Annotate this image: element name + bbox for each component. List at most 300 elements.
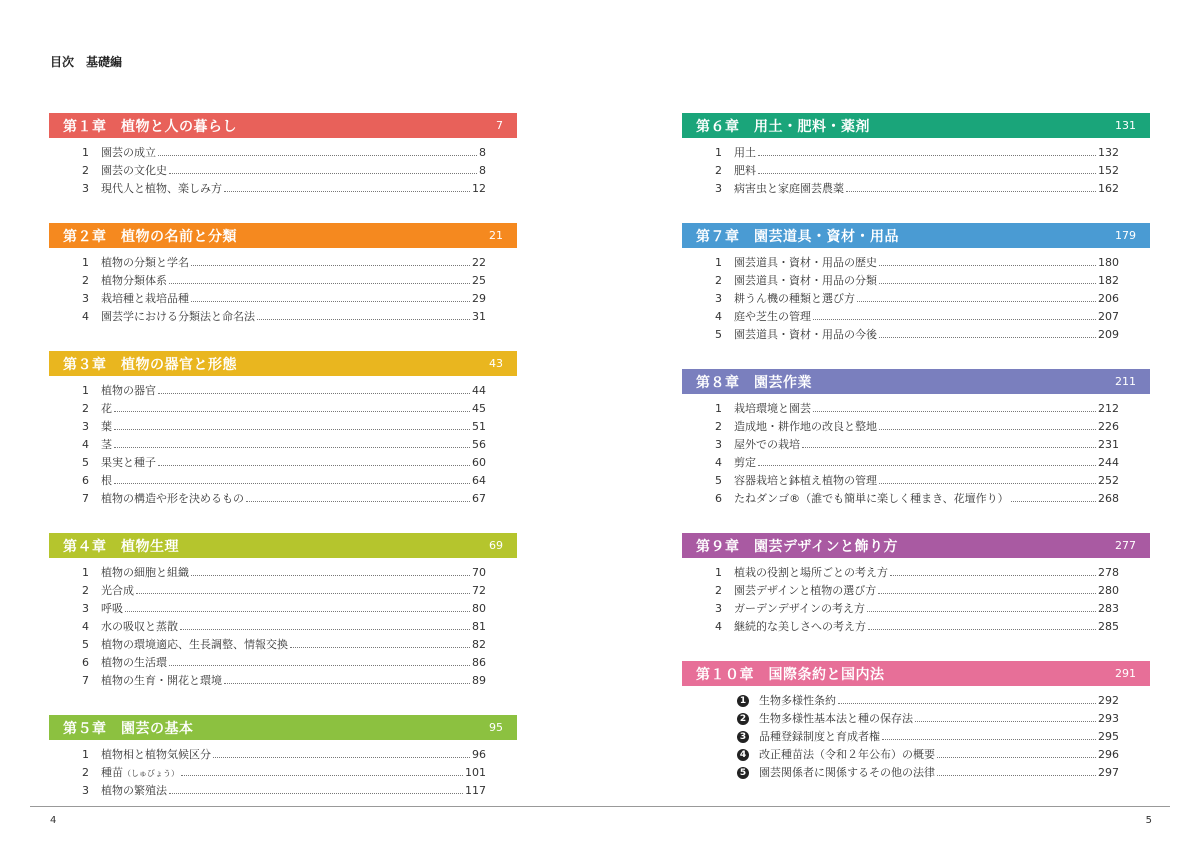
entry-number: 1 [82, 145, 89, 159]
dot-leader [136, 593, 470, 594]
chapter-title: 第１０章 国際条約と国内法 [696, 666, 885, 683]
entry-title [101, 272, 167, 288]
entry-title-text: 継続的な美しさへの考え方 [734, 620, 866, 633]
entry-number: 3 [715, 601, 722, 615]
entry-title [101, 472, 112, 488]
entry-page-number: 64 [472, 473, 486, 487]
toc-entry[interactable] [49, 289, 517, 307]
entry-page-number: 296 [1098, 747, 1119, 761]
entry-number [737, 711, 759, 725]
entry-title-text: 栽培種と栽培品種 [101, 292, 189, 305]
toc-entry[interactable] [682, 399, 1150, 417]
entry-page-number: 285 [1098, 619, 1119, 633]
toc-entry[interactable] [49, 179, 517, 197]
chapter-entries [49, 248, 517, 325]
chapter-section [49, 533, 517, 689]
dot-leader [114, 483, 470, 484]
entry-title-text: 園芸道具・資材・用品の今後 [734, 328, 877, 341]
entry-title-text: 園芸デザインと植物の選び方 [734, 584, 877, 597]
toc-entry[interactable] [682, 179, 1150, 197]
entry-title [734, 490, 1009, 506]
chapter-heading[interactable] [682, 533, 1150, 558]
entry-title [101, 144, 156, 160]
toc-entry[interactable] [682, 143, 1150, 161]
chapter-page-number: 211 [1115, 375, 1136, 388]
chapter-title: 第３章 植物の器官と形態 [63, 356, 237, 373]
circled-number-icon: 4 [737, 749, 749, 761]
entry-page-number: 60 [472, 455, 486, 469]
entry-title [101, 672, 222, 688]
entry-page-number: 280 [1098, 583, 1119, 597]
entry-title [101, 636, 288, 652]
entry-title-text: 葉 [101, 420, 112, 433]
chapter-heading[interactable] [682, 369, 1150, 394]
entry-title-text: 品種登録制度と育成者権 [759, 730, 880, 743]
entry-title-text: 植物の繁殖法 [101, 784, 167, 797]
chapter-heading[interactable] [49, 533, 517, 558]
entry-number: 6 [82, 473, 89, 487]
toc-entry[interactable] [49, 307, 517, 325]
entry-title [101, 290, 189, 306]
entry-title-text: 庭や芝生の管理 [734, 310, 811, 323]
entry-number [737, 729, 759, 743]
entry-title-text: 植物の分類と学名 [101, 256, 189, 269]
entry-title-text: 生物多様性条約 [759, 694, 836, 707]
toc-entry[interactable] [49, 617, 517, 635]
entry-title-text: 病害虫と家庭園芸農薬 [734, 182, 844, 195]
entry-title [759, 764, 935, 780]
toc-entry[interactable] [49, 271, 517, 289]
entry-title [759, 746, 935, 762]
entry-title-text: 生物多様性基本法と種の保存法 [759, 712, 913, 725]
entry-number: 3 [715, 437, 722, 451]
entry-page-number: 182 [1098, 273, 1119, 287]
dot-leader [1011, 501, 1096, 502]
entry-number: 6 [715, 491, 722, 505]
toc-entry[interactable] [49, 399, 517, 417]
chapter-entries [682, 686, 1150, 781]
entry-title [101, 162, 167, 178]
entry-number: 1 [82, 747, 89, 761]
entry-title-text: 水の吸収と蒸散 [101, 620, 178, 633]
toc-entry[interactable] [682, 471, 1150, 489]
footer-divider [30, 806, 1170, 807]
entry-title [734, 454, 756, 470]
entry-page-number: 292 [1098, 693, 1119, 707]
entry-number: 2 [715, 419, 722, 433]
dot-leader [846, 191, 1096, 192]
entry-number: 2 [715, 583, 722, 597]
dot-leader [802, 447, 1096, 448]
entry-page-number: 44 [472, 383, 486, 397]
entry-page-number: 56 [472, 437, 486, 451]
toc-entry[interactable] [682, 727, 1150, 745]
toc-entry[interactable] [682, 161, 1150, 179]
entry-title-text: 呼吸 [101, 602, 123, 615]
toc-entry[interactable] [49, 453, 517, 471]
entry-title-text: 植物の構造や形を決めるもの [101, 492, 244, 505]
entry-number: 7 [82, 673, 89, 687]
chapter-section [682, 223, 1150, 343]
chapter-entries [682, 138, 1150, 197]
chapter-heading[interactable] [682, 661, 1150, 686]
chapter-entries [682, 248, 1150, 343]
entry-number: 3 [82, 291, 89, 305]
entry-title-text: 改正種苗法（令和２年公布）の概要 [759, 748, 935, 761]
dot-leader [879, 283, 1096, 284]
entry-number: 3 [82, 419, 89, 433]
chapter-heading[interactable] [682, 223, 1150, 248]
toc-entry[interactable] [682, 763, 1150, 781]
right-page-number: 5 [1145, 815, 1152, 826]
dot-leader [838, 703, 1096, 704]
circled-number-icon: 5 [737, 767, 749, 779]
dot-leader [169, 283, 470, 284]
entry-title-text: 植栽の役割と場所ごとの考え方 [734, 566, 888, 579]
entry-title [101, 654, 167, 670]
toc-entry[interactable] [682, 599, 1150, 617]
entry-page-number: 244 [1098, 455, 1119, 469]
chapter-title: 第８章 園芸作業 [696, 374, 812, 391]
chapter-entries [49, 558, 517, 689]
entry-number: 6 [82, 655, 89, 669]
chapter-entries [49, 376, 517, 507]
toc-right-column [682, 113, 1150, 781]
entry-page-number: 82 [472, 637, 486, 651]
entry-title [734, 144, 756, 160]
entry-page-number: 12 [472, 181, 486, 195]
dot-leader [191, 301, 470, 302]
dot-leader [882, 739, 1096, 740]
dot-leader [158, 393, 470, 394]
chapter-section [682, 533, 1150, 635]
dot-leader [224, 683, 470, 684]
chapter-title: 第７章 園芸道具・資材・用品 [696, 228, 899, 245]
entry-page-number: 8 [479, 163, 486, 177]
chapter-entries [682, 394, 1150, 507]
toc-entry[interactable] [49, 745, 517, 763]
entry-number [737, 765, 759, 779]
toc-entry[interactable] [49, 253, 517, 271]
toc-entry[interactable] [682, 709, 1150, 727]
dot-leader [114, 411, 470, 412]
toc-entry[interactable] [682, 325, 1150, 343]
entry-title [734, 400, 811, 416]
entry-title [759, 692, 836, 708]
dot-leader [125, 611, 470, 612]
toc-entry[interactable] [49, 161, 517, 179]
toc-entry[interactable] [682, 417, 1150, 435]
dot-leader [915, 721, 1096, 722]
chapter-heading[interactable] [49, 351, 517, 376]
dot-leader [257, 319, 470, 320]
entry-title [101, 782, 167, 798]
entry-title [734, 564, 888, 580]
entry-page-number: 81 [472, 619, 486, 633]
dot-leader [169, 665, 470, 666]
toc-entry[interactable] [49, 417, 517, 435]
entry-page-number: 278 [1098, 565, 1119, 579]
entry-number: 3 [82, 783, 89, 797]
entry-title [101, 490, 244, 506]
toc-entry[interactable] [682, 307, 1150, 325]
entry-title-text: 園芸の文化史 [101, 164, 167, 177]
toc-entry[interactable] [682, 563, 1150, 581]
chapter-section [682, 113, 1150, 197]
entry-page-number: 117 [465, 783, 486, 797]
dot-leader [158, 155, 477, 156]
chapter-page-number: 291 [1115, 667, 1136, 680]
entry-title-text: たねダンゴ®（誰でも簡単に楽しく種まき、花壇作り） [734, 492, 1009, 505]
dot-leader [758, 155, 1096, 156]
dot-leader [114, 447, 470, 448]
entry-number [737, 693, 759, 707]
entry-page-number: 70 [472, 565, 486, 579]
left-page-number: 4 [50, 815, 57, 826]
entry-title-text: 耕うん機の種類と選び方 [734, 292, 855, 305]
dot-leader [191, 265, 470, 266]
chapter-heading[interactable] [682, 113, 1150, 138]
entry-title [101, 618, 178, 634]
toc-entry[interactable] [682, 435, 1150, 453]
toc-entry[interactable] [49, 471, 517, 489]
entry-title-text: 植物の生育・開花と環境 [101, 674, 222, 687]
entry-page-number: 29 [472, 291, 486, 305]
entry-page-number: 45 [472, 401, 486, 415]
dot-leader [937, 775, 1096, 776]
entry-title-text: 園芸道具・資材・用品の歴史 [734, 256, 877, 269]
circled-number-icon: 2 [737, 713, 749, 725]
dot-leader [213, 757, 470, 758]
entry-number: 2 [82, 583, 89, 597]
entry-page-number: 295 [1098, 729, 1119, 743]
chapter-heading[interactable] [49, 223, 517, 248]
entry-number: 4 [82, 619, 89, 633]
chapter-entries [49, 138, 517, 197]
toc-entry[interactable] [682, 581, 1150, 599]
entry-title [101, 746, 211, 762]
entry-number: 1 [715, 401, 722, 415]
dot-leader [290, 647, 470, 648]
toc-entry[interactable] [49, 763, 517, 781]
page-title: 目次 基礎編 [50, 55, 123, 69]
entry-title-text: 茎 [101, 438, 112, 451]
entry-title [734, 308, 811, 324]
entry-page-number: 72 [472, 583, 486, 597]
dot-leader [169, 173, 477, 174]
entry-title-text: 屋外での栽培 [734, 438, 800, 451]
chapter-page-number: 69 [489, 539, 503, 552]
entry-title-text: 栽培環境と園芸 [734, 402, 811, 415]
toc-entry[interactable] [49, 635, 517, 653]
entry-title [101, 564, 189, 580]
entry-number: 2 [715, 273, 722, 287]
entry-number: 4 [82, 437, 89, 451]
toc-entry[interactable] [682, 745, 1150, 763]
chapter-section [682, 661, 1150, 781]
toc-entry[interactable] [682, 271, 1150, 289]
chapter-section [49, 223, 517, 325]
toc-entry[interactable] [49, 563, 517, 581]
entry-title [734, 436, 800, 452]
entry-title [734, 418, 877, 434]
entry-title [734, 162, 756, 178]
entry-title [101, 400, 112, 416]
entry-title [101, 254, 189, 270]
entry-title [101, 382, 156, 398]
entry-page-number: 132 [1098, 145, 1119, 159]
entry-title [734, 582, 876, 598]
dot-leader [867, 611, 1096, 612]
chapter-heading[interactable] [49, 113, 517, 138]
dot-leader [857, 301, 1096, 302]
entry-number: 1 [82, 383, 89, 397]
chapter-page-number: 131 [1115, 119, 1136, 132]
entry-number: 5 [82, 455, 89, 469]
dot-leader [169, 793, 463, 794]
entry-title [101, 180, 222, 196]
dot-leader [224, 191, 470, 192]
toc-left-column [49, 113, 517, 799]
toc-entry[interactable] [49, 381, 517, 399]
chapter-page-number: 21 [489, 229, 503, 242]
toc-entry[interactable] [49, 489, 517, 507]
entry-number: 2 [82, 765, 89, 779]
entry-page-number: 283 [1098, 601, 1119, 615]
entry-title-text: 肥料 [734, 164, 756, 177]
dot-leader [158, 465, 470, 466]
entry-title [101, 418, 112, 434]
dot-leader [180, 629, 470, 630]
toc-entry[interactable] [49, 143, 517, 161]
toc-entry[interactable] [49, 599, 517, 617]
entry-title-text: 植物相と植物気候区分 [101, 748, 211, 761]
entry-number: 1 [715, 565, 722, 579]
entry-title-text: 種苗 [101, 766, 123, 779]
entry-number: 3 [82, 601, 89, 615]
chapter-page-number: 179 [1115, 229, 1136, 242]
entry-page-number: 162 [1098, 181, 1119, 195]
entry-page-number: 51 [472, 419, 486, 433]
toc-entry[interactable] [682, 253, 1150, 271]
chapter-entries [682, 558, 1150, 635]
entry-number: 4 [715, 309, 722, 323]
entry-page-number: 293 [1098, 711, 1119, 725]
circled-number-icon: 3 [737, 731, 749, 743]
chapter-page-number: 43 [489, 357, 503, 370]
entry-title-text: 植物の生活環 [101, 656, 167, 669]
chapter-page-number: 277 [1115, 539, 1136, 552]
entry-title-text: ガーデンデザインの考え方 [734, 602, 866, 615]
chapter-title: 第４章 植物生理 [63, 538, 179, 555]
entry-number: 3 [715, 291, 722, 305]
entry-title [101, 436, 112, 452]
dot-leader [114, 429, 470, 430]
entry-page-number: 209 [1098, 327, 1119, 341]
dot-leader [879, 337, 1096, 338]
entry-number: 1 [715, 255, 722, 269]
entry-title-text: 用土 [734, 146, 756, 159]
toc-entry[interactable] [682, 489, 1150, 507]
entry-title-text: 園芸道具・資材・用品の分類 [734, 274, 877, 287]
entry-title-text: 植物の細胞と組織 [101, 566, 189, 579]
entry-page-number: 25 [472, 273, 486, 287]
toc-entry[interactable] [49, 781, 517, 799]
entry-title-text: 植物の器官 [101, 384, 156, 397]
chapter-section [49, 113, 517, 197]
entry-title-text: 植物の環境適応、生長調整、情報交換 [101, 638, 288, 651]
chapter-title: 第９章 園芸デザインと飾り方 [696, 538, 899, 555]
entry-page-number: 80 [472, 601, 486, 615]
entry-title [101, 764, 179, 780]
entry-number: 4 [715, 619, 722, 633]
entry-page-number: 226 [1098, 419, 1119, 433]
entry-number: 2 [82, 163, 89, 177]
entry-page-number: 212 [1098, 401, 1119, 415]
dot-leader [879, 265, 1096, 266]
entry-title-text: 剪定 [734, 456, 756, 469]
entry-page-number: 207 [1098, 309, 1119, 323]
toc-entry[interactable] [49, 581, 517, 599]
entry-title [101, 454, 156, 470]
entry-page-number: 31 [472, 309, 486, 323]
toc-entry[interactable] [49, 653, 517, 671]
chapter-section [49, 351, 517, 507]
entry-title-text: 園芸関係者に関係するその他の法律 [759, 766, 935, 779]
entry-title [734, 618, 866, 634]
entry-title [734, 326, 877, 342]
entry-title [734, 272, 877, 288]
toc-entry[interactable] [49, 671, 517, 689]
entry-number: 2 [82, 401, 89, 415]
dot-leader [890, 575, 1096, 576]
entry-page-number: 96 [472, 747, 486, 761]
entry-page-number: 67 [472, 491, 486, 505]
entry-title [734, 472, 877, 488]
entry-page-number: 297 [1098, 765, 1119, 779]
entry-number: 1 [82, 255, 89, 269]
entry-number: 1 [82, 565, 89, 579]
entry-title-note: （しゅびょう） [123, 769, 179, 778]
entry-number: 5 [715, 327, 722, 341]
entry-number: 1 [715, 145, 722, 159]
dot-leader [758, 173, 1096, 174]
circled-number-icon: 1 [737, 695, 749, 707]
toc-entry[interactable] [682, 289, 1150, 307]
entry-page-number: 22 [472, 255, 486, 269]
chapter-title: 第５章 園芸の基本 [63, 720, 194, 737]
entry-title [101, 582, 134, 598]
entry-number: 4 [715, 455, 722, 469]
dot-leader [813, 319, 1096, 320]
chapter-entries [49, 740, 517, 799]
entry-title [101, 600, 123, 616]
entry-title-text: 根 [101, 474, 112, 487]
dot-leader [246, 501, 470, 502]
entry-title-text: 現代人と植物、楽しみ方 [101, 182, 222, 195]
toc-entry[interactable] [682, 453, 1150, 471]
toc-entry[interactable] [49, 435, 517, 453]
toc-entry[interactable] [682, 617, 1150, 635]
chapter-title: 第１章 植物と人の暮らし [63, 118, 237, 135]
toc-entry[interactable] [682, 691, 1150, 709]
chapter-heading[interactable] [49, 715, 517, 740]
dot-leader [181, 775, 463, 776]
entry-page-number: 86 [472, 655, 486, 669]
entry-number [737, 747, 759, 761]
chapter-page-number: 95 [489, 721, 503, 734]
entry-page-number: 180 [1098, 255, 1119, 269]
